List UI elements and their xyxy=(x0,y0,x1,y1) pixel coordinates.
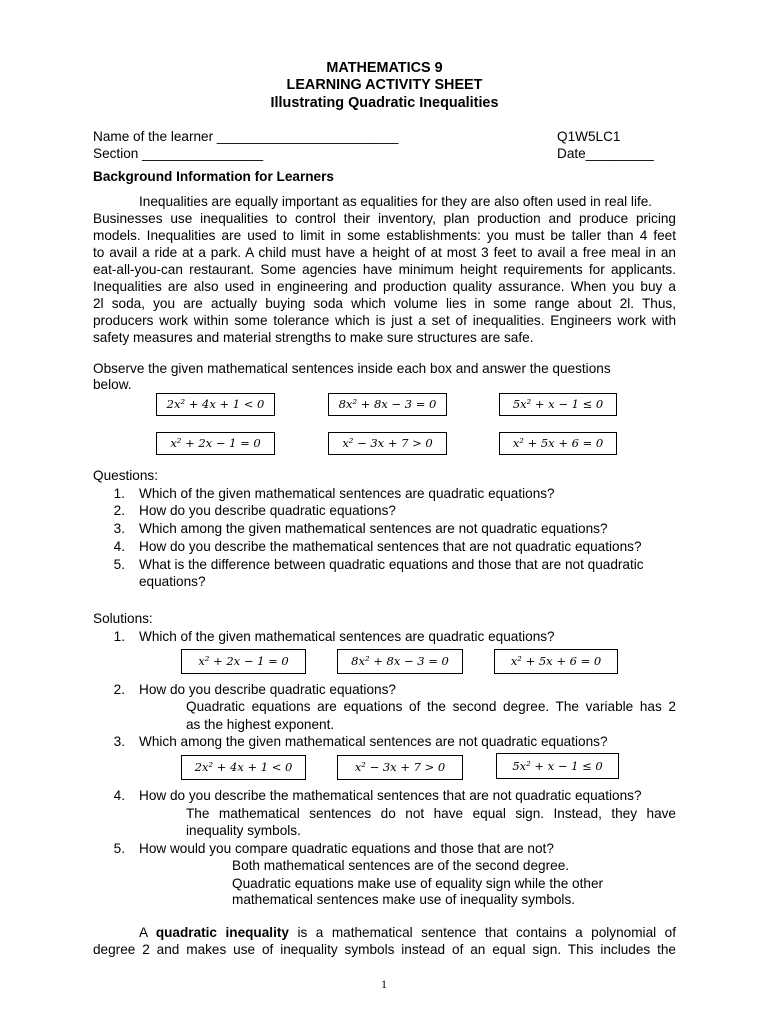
question-number: 1. xyxy=(113,486,125,501)
solution-number: 5. xyxy=(113,841,125,856)
answer-box: x² − 3x + 7 > 0 xyxy=(337,755,463,780)
given-sentence-box: 8x² + 8x − 3 = 0 xyxy=(328,393,447,416)
paragraph-line: eat-all-you-can restaurant. Some agencies have minimum height requirements for applicants. xyxy=(93,262,676,277)
question-text: Which among the given mathematical sentences are not quadratic equations? xyxy=(139,521,608,536)
question-text: How do you describe the mathematical sentences that are not quadratic equations? xyxy=(139,539,642,554)
solution-number: 2. xyxy=(113,682,125,697)
answer-text: Quadratic equations are equations of the second degree. The variable has 2 xyxy=(186,699,676,714)
definition-paragraph xyxy=(93,924,676,958)
observe-instruction: Observe the given mathematical sentences inside each box and answer the questions xyxy=(93,361,611,376)
background-heading: Background Information for Learners xyxy=(93,169,334,184)
observe-instruction-cont: below. xyxy=(93,377,132,392)
paragraph-line: 2l soda, you are actually buying soda which volume lies in some range about 2l. Thus, xyxy=(93,296,676,311)
definition-line xyxy=(93,924,676,941)
given-sentence-box: 2x² + 4x + 1 < 0 xyxy=(156,393,275,416)
given-sentence-box: x² − 3x + 7 > 0 xyxy=(328,432,447,455)
sheet-title: LEARNING ACTIVITY SHEET xyxy=(286,77,483,93)
paragraph-line: Businesses use inequalities to control their inventory, plan production and produce pricing xyxy=(93,211,676,226)
answer-text: The mathematical sentences do not have equal sign. Instead, they have xyxy=(186,806,676,821)
topic-title: Illustrating Quadratic Inequalities xyxy=(270,95,499,111)
answer-text-cont: mathematical sentences make use of inequality symbols. xyxy=(232,892,576,907)
answer-box: 2x² + 4x + 1 < 0 xyxy=(181,755,306,780)
solution-number: 1. xyxy=(113,629,125,644)
question-number: 2. xyxy=(113,503,125,518)
answer-box: x² + 5x + 6 = 0 xyxy=(494,649,618,674)
paragraph-line: safety measures and material strengths to make sure structures are safe. xyxy=(93,330,534,345)
answer-box: 5x² + x − 1 ≤ 0 xyxy=(496,753,619,779)
paragraph-line: Inequalities are equally important as equalities for they are also often used in real life. xyxy=(139,194,653,209)
answer-box: 8x² + 8x − 3 = 0 xyxy=(337,649,463,674)
solution-question: Which among the given mathematical sentences are not quadratic equations? xyxy=(139,734,608,749)
given-sentence-box: 5x² + x − 1 ≤ 0 xyxy=(499,393,617,416)
question-text: What is the difference between quadratic equations and those that are not quadratic xyxy=(139,557,644,572)
paragraph-line: producers work within some tolerance which is just a set of inequalities. Engineers work with xyxy=(93,313,676,328)
paragraph-line: to avail a ride at a park. A child must have a height of at most 3 feet to avail a free meal in an xyxy=(93,245,676,260)
definition-lead: A xyxy=(139,925,156,940)
answer-text: Quadratic equations make use of equality sign while the other xyxy=(232,876,604,891)
section-field: Section ________________ xyxy=(93,146,264,161)
answer-text-cont: inequality symbols. xyxy=(186,823,301,838)
date-field: Date_________ xyxy=(557,146,654,161)
solution-question: How would you compare quadratic equations and those that are not? xyxy=(139,841,554,856)
given-sentence-box: x² + 2x − 1 = 0 xyxy=(156,432,275,455)
question-text-cont: equations? xyxy=(139,574,206,589)
definition-text: is a mathematical sentence that contains a polynomial of xyxy=(288,925,676,940)
question-number: 3. xyxy=(113,521,125,536)
question-number: 4. xyxy=(113,539,125,554)
page-number: 1 xyxy=(381,977,387,991)
question-text: Which of the given mathematical sentences are quadratic equations? xyxy=(139,486,555,501)
question-text: How do you describe quadratic equations? xyxy=(139,503,396,518)
lesson-code: Q1W5LC1 xyxy=(557,129,621,144)
questions-label: Questions: xyxy=(93,468,158,483)
definition-term: quadratic inequality xyxy=(155,925,289,940)
given-sentence-box: x² + 5x + 6 = 0 xyxy=(499,432,617,455)
solution-number: 4. xyxy=(113,788,125,803)
paragraph-line: models. Inequalities are used to limit in some establishments: you must be taller than 4 feet xyxy=(93,228,676,243)
solution-question: How do you describe the mathematical sentences that are not quadratic equations? xyxy=(139,788,642,803)
paragraph-line: Inequalities are also used in engineering and production quality assurance. When you buy a xyxy=(93,279,676,294)
solution-question: Which of the given mathematical sentences are quadratic equations? xyxy=(139,629,555,644)
background-paragraph xyxy=(93,193,676,346)
answer-box: x² + 2x − 1 = 0 xyxy=(181,649,306,674)
name-field: Name of the learner ________________________ xyxy=(93,129,399,144)
question-number: 5. xyxy=(113,557,125,572)
definition-line: degree 2 and makes use of inequality symbols instead of an equal sign. This includes the xyxy=(93,942,676,957)
subject-title: MATHEMATICS 9 xyxy=(326,60,443,76)
solution-question: How do you describe quadratic equations? xyxy=(139,682,396,697)
solutions-label: Solutions: xyxy=(93,611,153,626)
answer-text-cont: as the highest exponent. xyxy=(186,717,335,732)
answer-text: Both mathematical sentences are of the second degree. xyxy=(232,858,570,873)
solution-number: 3. xyxy=(113,734,125,749)
